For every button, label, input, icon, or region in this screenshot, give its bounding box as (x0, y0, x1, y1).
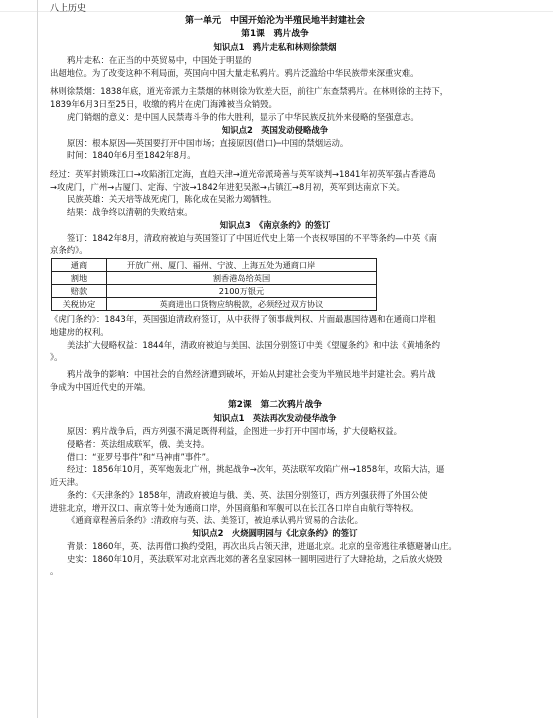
l2-cause: 原因：鸦片战争后，西方列强不满足既得利益，企图进一步打开中国市场，扩大侵略权益。 (67, 426, 402, 437)
l2-facts-line1: 史实：1860年10月，英法联军对北京西北郊的著名皇家园林一圆明园进行了大肆抢劫，之后放火烧毁 (67, 553, 443, 564)
table-cell-value: 开放广州、厦门、福州、宁波、上海五处为通商口岸 (107, 259, 377, 272)
table-row (52, 272, 377, 285)
war-impact-line2: 争成为中国近代史的开端。 (50, 381, 151, 392)
unit-title: 第一单元 中国开始沦为半殖民地半封建社会 (184, 16, 365, 26)
table-cell-key: 关税协定 (52, 298, 107, 311)
table-cell-value: 英商进出口货物应纳税款，必须经过双方协议 (107, 298, 377, 311)
humen-treaty-line2: 地建房的权利。 (50, 326, 109, 337)
table-cell-key: 割地 (52, 272, 107, 285)
humen-treaty-line1: 《虎门条约》：1843年，英国强迫清政府签订，从中获得了领事裁判权、片面最惠国待遇和在通商口岸租 (50, 314, 436, 325)
table-cell-key: 赔款 (52, 285, 107, 298)
l2-kp2-title: 知识点2 火烧圆明园与《北京条约》的签订 (192, 527, 358, 538)
corner-label: 八上历史 (50, 4, 87, 14)
table-cell-value: 割香港岛给英国 (107, 272, 377, 285)
lin-zexu-line1: 林则徐禁烟：1838年底，道光帝派力主禁烟的林则徐为钦差大臣，前往广东查禁鸦片。在林则徐的主持下， (50, 86, 449, 97)
table-cell-value: 2100万银元 (107, 285, 377, 298)
war-impact-line1: 鸦片战争的影响：中国社会的自然经济遭到破坏，开始从封建社会变为半殖民地半封建社会。鸦片战 (67, 368, 436, 379)
left-margin-rule (37, 0, 38, 718)
nanjing-sign-line1: 签订：1842年8月，清政府被迫与英国签订了中国近代史上第一个丧权辱国的不平等条约—中英《南 (67, 232, 438, 243)
war-cause: 原因：根本原因──英国要打开中国市场；直接原因(借口)─中国的禁烟运动。 (67, 137, 349, 148)
tianjin-treaty-line2: 进驻北京，增开汉口、南京等十处为通商口岸，外国商船和军舰可以在长江各口岸自由航行等特权。 (50, 502, 419, 513)
table-row (52, 285, 377, 298)
lesson2-title: 第2课 第二次鸦片战争 (227, 400, 323, 411)
war-course-line2: →攻虎门，广州→占厦门、定海、宁波→1842年进犯吴淞→占镇江→8月初，英军到达南京下关。 (50, 181, 405, 192)
humen-significance: 虎门销烟的意义：是中国人民禁毒斗争的伟大胜利，显示了中华民族反抗外来侵略的坚强意志。 (67, 111, 419, 122)
trade-rules-treaty: 《通商章程善后条约》:清政府与英、法、美签订，被迫承认鸦片贸易的合法化。 (67, 515, 363, 526)
l2-invaders: 侵略者：英法组成联军，俄、美支持。 (67, 439, 210, 450)
l2-background: 背景：1860年，英、法再借口换约受阻，再次出兵占领天津，进逼北京。北京的皇帝逃往承德避暑山庄。 (67, 540, 457, 551)
l2-course-line2: 近天津。 (50, 477, 84, 488)
kp3-title: 知识点3 《南京条约》的签订 (219, 219, 331, 230)
table-cell-key: 通商 (52, 259, 107, 272)
national-heroes: 民族英雄：关天培等战死虎门，陈化成在吴淞力竭牺牲。 (67, 194, 277, 205)
kp1-title: 知识点1 鸦片走私和林则徐禁烟 (213, 42, 337, 52)
l2-kp1-title: 知识点1 英法再次发动侵华战争 (213, 413, 337, 424)
war-result: 结果：战争终以清朝的失败结束。 (67, 207, 193, 218)
table-row (52, 259, 377, 272)
lesson1-title: 第1课 鸦片战争 (241, 29, 309, 39)
document-body (50, 3, 500, 578)
war-course-line1: 经过：英军封锁珠江口→攻陷浙江定海，直趋天津→道光帝派琦善与英军谈判→1841年初英军强占香港岛 (50, 168, 436, 179)
table-row (52, 298, 377, 311)
l2-facts-line2: 。 (50, 566, 59, 577)
war-time: 时间：1840年6月至1842年8月。 (67, 150, 196, 161)
lin-zexu-line2: 1839年6月3日至25日，收缴的鸦片在虎门海滩被当众销毁。 (50, 99, 277, 110)
l2-excuse: 借口：“亚罗号事件”和“马神甫”事件”。 (67, 451, 215, 462)
nanjing-treaty-table (51, 258, 377, 311)
kp2-title: 知识点2 英国发动侵略战争 (221, 124, 329, 135)
l2-course-line1: 经过：1856年10月，英军炮轰北广州，挑起战争→次年，英法联军攻陷广州→1858年，攻陷大沽，逼 (67, 464, 445, 475)
us-france-treaties-line2: 》。 (50, 352, 63, 363)
tianjin-treaty-line1: 条约：《天津条约》1858年，清政府被迫与俄、美、英、法国分别签订，西方列强获得了外国公使 (67, 489, 428, 500)
opium-smuggling-line2: 出超地位。为了改变这种不利局面，英国向中国大量走私鸦片。鸦片泛滥给中华民族带来深重灾难。 (50, 67, 419, 78)
us-france-treaties-line1: 美法扩大侵略权益：1844年，清政府被迫与美国、法国分别签订中美《望厦条约》和中法《黄埔条约 (67, 339, 441, 350)
nanjing-sign-line2: 京条约》。 (50, 245, 88, 256)
opium-smuggling-line1: 鸦片走私：在正当的中英贸易中，中国处于明显的 (67, 55, 252, 65)
